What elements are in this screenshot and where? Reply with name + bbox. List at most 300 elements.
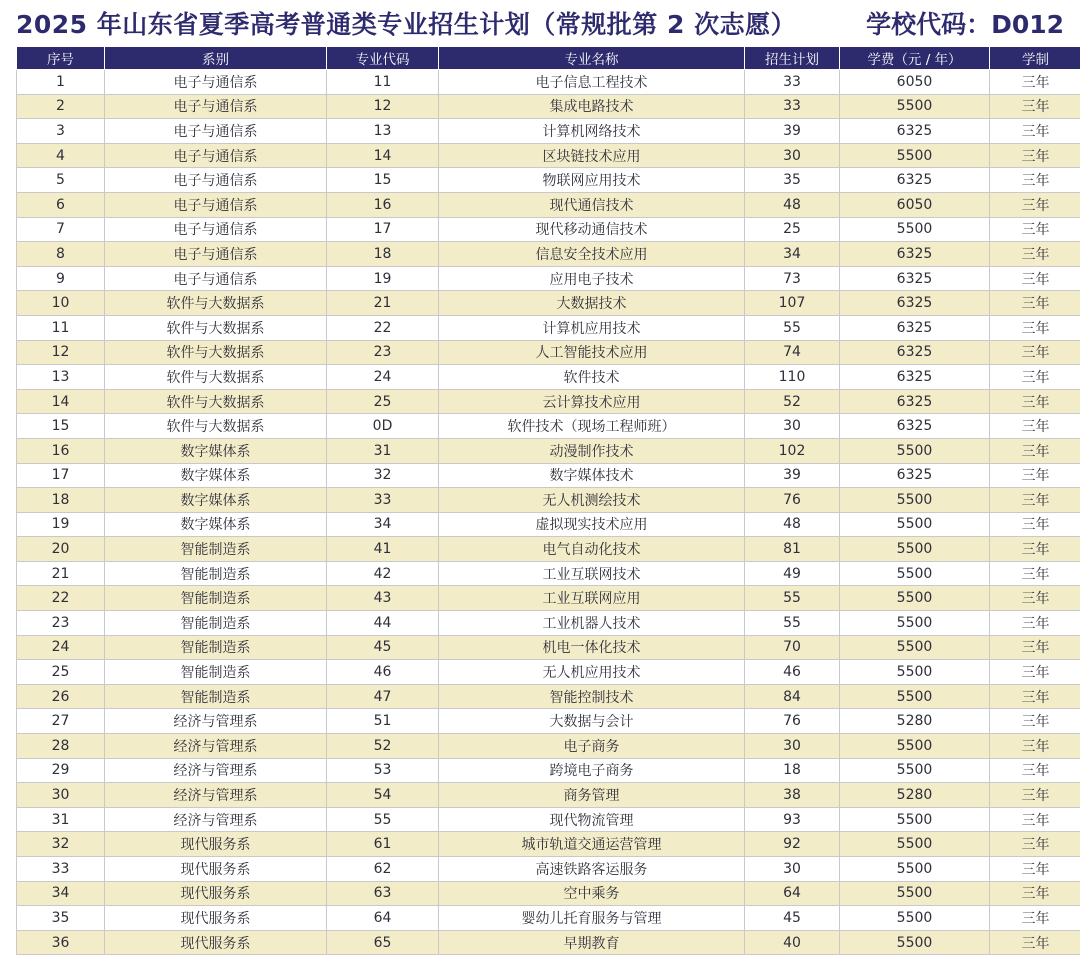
cell-no: 31 — [17, 807, 105, 832]
cell-duration: 三年 — [990, 143, 1080, 168]
cell-department: 软件与大数据系 — [105, 389, 327, 414]
table-row — [17, 192, 1080, 217]
cell-department: 现代服务系 — [105, 930, 327, 955]
cell-no: 20 — [17, 537, 105, 562]
cell-no: 25 — [17, 660, 105, 685]
cell-major-code: 51 — [327, 709, 439, 734]
cell-enrollment-plan: 38 — [745, 783, 840, 808]
cell-enrollment-plan: 102 — [745, 438, 840, 463]
cell-major-code: 65 — [327, 930, 439, 955]
table-header — [17, 47, 1080, 70]
cell-major-name: 电子商务 — [439, 734, 745, 759]
cell-enrollment-plan: 40 — [745, 930, 840, 955]
cell-major-name: 跨境电子商务 — [439, 758, 745, 783]
cell-major-name: 动漫制作技术 — [439, 438, 745, 463]
title-bar — [16, 0, 1064, 46]
cell-no: 30 — [17, 783, 105, 808]
cell-major-code: 25 — [327, 389, 439, 414]
cell-major-name: 现代物流管理 — [439, 807, 745, 832]
cell-major-code: 62 — [327, 857, 439, 882]
cell-tuition: 5500 — [840, 734, 990, 759]
cell-enrollment-plan: 74 — [745, 340, 840, 365]
cell-duration: 三年 — [990, 906, 1080, 931]
cell-duration: 三年 — [990, 94, 1080, 119]
cell-major-code: 13 — [327, 119, 439, 144]
cell-duration: 三年 — [990, 414, 1080, 439]
table-row — [17, 906, 1080, 931]
cell-duration: 三年 — [990, 537, 1080, 562]
cell-major-name: 数字媒体技术 — [439, 463, 745, 488]
cell-department: 智能制造系 — [105, 611, 327, 636]
cell-tuition: 6325 — [840, 463, 990, 488]
cell-major-name: 软件技术 — [439, 365, 745, 390]
cell-no: 12 — [17, 340, 105, 365]
cell-major-name: 应用电子技术 — [439, 266, 745, 291]
table-row — [17, 488, 1080, 513]
cell-major-code: 33 — [327, 488, 439, 513]
cell-no: 18 — [17, 488, 105, 513]
cell-enrollment-plan: 48 — [745, 192, 840, 217]
cell-no: 35 — [17, 906, 105, 931]
cell-major-name: 工业互联网应用 — [439, 586, 745, 611]
enrollment-plan-table — [16, 46, 1080, 955]
cell-no: 6 — [17, 192, 105, 217]
cell-major-name: 高速铁路客运服务 — [439, 857, 745, 882]
column-header-duration: 学制 — [990, 47, 1080, 70]
column-header-no: 序号 — [17, 47, 105, 70]
cell-tuition: 6325 — [840, 365, 990, 390]
cell-major-code: 0D — [327, 414, 439, 439]
cell-duration: 三年 — [990, 168, 1080, 193]
cell-major-code: 44 — [327, 611, 439, 636]
cell-department: 电子与通信系 — [105, 70, 327, 95]
cell-enrollment-plan: 30 — [745, 414, 840, 439]
cell-tuition: 5500 — [840, 758, 990, 783]
cell-enrollment-plan: 48 — [745, 512, 840, 537]
cell-enrollment-plan: 33 — [745, 70, 840, 95]
table-row — [17, 684, 1080, 709]
cell-major-name: 电气自动化技术 — [439, 537, 745, 562]
cell-enrollment-plan: 55 — [745, 315, 840, 340]
cell-tuition: 5500 — [840, 488, 990, 513]
cell-duration: 三年 — [990, 684, 1080, 709]
cell-department: 经济与管理系 — [105, 709, 327, 734]
cell-duration: 三年 — [990, 438, 1080, 463]
cell-department: 现代服务系 — [105, 857, 327, 882]
cell-no: 24 — [17, 635, 105, 660]
table-row — [17, 291, 1080, 316]
cell-duration: 三年 — [990, 340, 1080, 365]
table-row — [17, 807, 1080, 832]
cell-enrollment-plan: 81 — [745, 537, 840, 562]
cell-enrollment-plan: 52 — [745, 389, 840, 414]
table-row — [17, 119, 1080, 144]
cell-no: 16 — [17, 438, 105, 463]
cell-no: 19 — [17, 512, 105, 537]
cell-department: 现代服务系 — [105, 906, 327, 931]
table-row — [17, 758, 1080, 783]
cell-enrollment-plan: 93 — [745, 807, 840, 832]
cell-no: 10 — [17, 291, 105, 316]
cell-major-code: 43 — [327, 586, 439, 611]
table-row — [17, 561, 1080, 586]
page-title: 2025 年山东省夏季高考普通类专业招生计划（常规批第 2 次志愿） — [16, 10, 797, 39]
cell-tuition: 5500 — [840, 611, 990, 636]
cell-major-name: 集成电路技术 — [439, 94, 745, 119]
cell-tuition: 6325 — [840, 315, 990, 340]
table-row — [17, 365, 1080, 390]
cell-enrollment-plan: 110 — [745, 365, 840, 390]
cell-major-code: 47 — [327, 684, 439, 709]
cell-no: 1 — [17, 70, 105, 95]
cell-no: 22 — [17, 586, 105, 611]
cell-major-code: 45 — [327, 635, 439, 660]
cell-department: 智能制造系 — [105, 635, 327, 660]
cell-no: 9 — [17, 266, 105, 291]
table-row — [17, 930, 1080, 955]
cell-major-name: 信息安全技术应用 — [439, 242, 745, 267]
cell-enrollment-plan: 107 — [745, 291, 840, 316]
table-row — [17, 586, 1080, 611]
cell-duration: 三年 — [990, 291, 1080, 316]
cell-no: 29 — [17, 758, 105, 783]
cell-tuition: 5500 — [840, 586, 990, 611]
cell-tuition: 5500 — [840, 881, 990, 906]
table-row — [17, 70, 1080, 95]
table-row — [17, 463, 1080, 488]
cell-major-code: 23 — [327, 340, 439, 365]
cell-enrollment-plan: 34 — [745, 242, 840, 267]
cell-department: 经济与管理系 — [105, 734, 327, 759]
table-row — [17, 438, 1080, 463]
cell-major-name: 现代通信技术 — [439, 192, 745, 217]
cell-no: 11 — [17, 315, 105, 340]
table-row — [17, 217, 1080, 242]
cell-tuition: 6325 — [840, 291, 990, 316]
cell-major-code: 54 — [327, 783, 439, 808]
table-body — [17, 70, 1080, 955]
cell-major-code: 14 — [327, 143, 439, 168]
cell-duration: 三年 — [990, 783, 1080, 808]
cell-major-code: 63 — [327, 881, 439, 906]
cell-no: 14 — [17, 389, 105, 414]
cell-duration: 三年 — [990, 832, 1080, 857]
cell-department: 软件与大数据系 — [105, 414, 327, 439]
cell-major-name: 工业互联网技术 — [439, 561, 745, 586]
cell-department: 智能制造系 — [105, 537, 327, 562]
cell-no: 28 — [17, 734, 105, 759]
cell-no: 27 — [17, 709, 105, 734]
cell-duration: 三年 — [990, 315, 1080, 340]
table-row — [17, 832, 1080, 857]
cell-department: 现代服务系 — [105, 881, 327, 906]
cell-tuition: 6325 — [840, 340, 990, 365]
cell-enrollment-plan: 55 — [745, 611, 840, 636]
cell-no: 26 — [17, 684, 105, 709]
cell-tuition: 6325 — [840, 242, 990, 267]
cell-department: 现代服务系 — [105, 832, 327, 857]
table-row — [17, 242, 1080, 267]
cell-major-name: 机电一体化技术 — [439, 635, 745, 660]
cell-duration: 三年 — [990, 930, 1080, 955]
cell-duration: 三年 — [990, 857, 1080, 882]
cell-department: 数字媒体系 — [105, 438, 327, 463]
table-row — [17, 660, 1080, 685]
cell-enrollment-plan: 84 — [745, 684, 840, 709]
cell-department: 数字媒体系 — [105, 512, 327, 537]
cell-department: 软件与大数据系 — [105, 315, 327, 340]
cell-department: 经济与管理系 — [105, 758, 327, 783]
cell-duration: 三年 — [990, 192, 1080, 217]
cell-no: 32 — [17, 832, 105, 857]
cell-major-code: 64 — [327, 906, 439, 931]
cell-duration: 三年 — [990, 512, 1080, 537]
cell-tuition: 5280 — [840, 709, 990, 734]
cell-tuition: 5500 — [840, 94, 990, 119]
table-row — [17, 143, 1080, 168]
cell-duration: 三年 — [990, 488, 1080, 513]
cell-duration: 三年 — [990, 119, 1080, 144]
table-row — [17, 857, 1080, 882]
cell-major-code: 53 — [327, 758, 439, 783]
school-code: 学校代码：D012 — [866, 10, 1064, 39]
cell-department: 智能制造系 — [105, 586, 327, 611]
cell-tuition: 6325 — [840, 168, 990, 193]
column-header-major-code: 专业代码 — [327, 47, 439, 70]
cell-no: 15 — [17, 414, 105, 439]
cell-duration: 三年 — [990, 660, 1080, 685]
cell-major-name: 物联网应用技术 — [439, 168, 745, 193]
cell-major-name: 云计算技术应用 — [439, 389, 745, 414]
cell-duration: 三年 — [990, 635, 1080, 660]
header-row — [17, 47, 1080, 70]
cell-major-name: 区块链技术应用 — [439, 143, 745, 168]
cell-no: 2 — [17, 94, 105, 119]
column-header-tuition: 学费（元 / 年） — [840, 47, 990, 70]
cell-department: 电子与通信系 — [105, 217, 327, 242]
cell-major-code: 32 — [327, 463, 439, 488]
cell-enrollment-plan: 33 — [745, 94, 840, 119]
cell-duration: 三年 — [990, 611, 1080, 636]
cell-tuition: 5500 — [840, 857, 990, 882]
cell-major-name: 工业机器人技术 — [439, 611, 745, 636]
cell-tuition: 5500 — [840, 930, 990, 955]
cell-no: 13 — [17, 365, 105, 390]
cell-enrollment-plan: 45 — [745, 906, 840, 931]
cell-enrollment-plan: 39 — [745, 119, 840, 144]
cell-duration: 三年 — [990, 734, 1080, 759]
cell-tuition: 5500 — [840, 660, 990, 685]
column-header-department: 系别 — [105, 47, 327, 70]
cell-major-name: 计算机网络技术 — [439, 119, 745, 144]
table-row — [17, 881, 1080, 906]
cell-enrollment-plan: 25 — [745, 217, 840, 242]
cell-major-name: 大数据技术 — [439, 291, 745, 316]
table-row — [17, 168, 1080, 193]
cell-enrollment-plan: 73 — [745, 266, 840, 291]
cell-department: 电子与通信系 — [105, 266, 327, 291]
cell-tuition: 5500 — [840, 512, 990, 537]
cell-major-code: 46 — [327, 660, 439, 685]
cell-major-code: 19 — [327, 266, 439, 291]
cell-department: 软件与大数据系 — [105, 340, 327, 365]
cell-tuition: 6050 — [840, 192, 990, 217]
cell-enrollment-plan: 30 — [745, 143, 840, 168]
cell-major-code: 34 — [327, 512, 439, 537]
cell-no: 3 — [17, 119, 105, 144]
cell-department: 电子与通信系 — [105, 168, 327, 193]
cell-duration: 三年 — [990, 758, 1080, 783]
cell-tuition: 5280 — [840, 783, 990, 808]
cell-major-name: 无人机应用技术 — [439, 660, 745, 685]
cell-department: 智能制造系 — [105, 684, 327, 709]
cell-duration: 三年 — [990, 807, 1080, 832]
cell-enrollment-plan: 76 — [745, 709, 840, 734]
cell-department: 软件与大数据系 — [105, 365, 327, 390]
cell-no: 33 — [17, 857, 105, 882]
cell-tuition: 5500 — [840, 807, 990, 832]
cell-enrollment-plan: 92 — [745, 832, 840, 857]
cell-major-name: 大数据与会计 — [439, 709, 745, 734]
cell-major-name: 软件技术（现场工程师班） — [439, 414, 745, 439]
cell-no: 21 — [17, 561, 105, 586]
cell-no: 23 — [17, 611, 105, 636]
cell-enrollment-plan: 70 — [745, 635, 840, 660]
cell-enrollment-plan: 64 — [745, 881, 840, 906]
cell-enrollment-plan: 30 — [745, 857, 840, 882]
cell-major-name: 电子信息工程技术 — [439, 70, 745, 95]
table-row — [17, 783, 1080, 808]
cell-major-code: 42 — [327, 561, 439, 586]
cell-enrollment-plan: 35 — [745, 168, 840, 193]
cell-enrollment-plan: 49 — [745, 561, 840, 586]
cell-enrollment-plan: 55 — [745, 586, 840, 611]
cell-tuition: 5500 — [840, 906, 990, 931]
cell-duration: 三年 — [990, 365, 1080, 390]
cell-major-code: 22 — [327, 315, 439, 340]
cell-no: 36 — [17, 930, 105, 955]
cell-tuition: 5500 — [840, 561, 990, 586]
cell-duration: 三年 — [990, 389, 1080, 414]
cell-duration: 三年 — [990, 561, 1080, 586]
cell-major-name: 空中乘务 — [439, 881, 745, 906]
cell-no: 4 — [17, 143, 105, 168]
cell-major-name: 婴幼儿托育服务与管理 — [439, 906, 745, 931]
cell-department: 数字媒体系 — [105, 488, 327, 513]
cell-major-code: 18 — [327, 242, 439, 267]
cell-enrollment-plan: 46 — [745, 660, 840, 685]
table-row — [17, 537, 1080, 562]
cell-major-code: 11 — [327, 70, 439, 95]
cell-duration: 三年 — [990, 463, 1080, 488]
cell-duration: 三年 — [990, 881, 1080, 906]
cell-major-code: 41 — [327, 537, 439, 562]
cell-no: 7 — [17, 217, 105, 242]
table-row — [17, 512, 1080, 537]
cell-major-name: 人工智能技术应用 — [439, 340, 745, 365]
cell-major-code: 16 — [327, 192, 439, 217]
cell-department: 软件与大数据系 — [105, 291, 327, 316]
table-row — [17, 94, 1080, 119]
cell-duration: 三年 — [990, 709, 1080, 734]
cell-major-name: 无人机测绘技术 — [439, 488, 745, 513]
cell-department: 智能制造系 — [105, 561, 327, 586]
cell-tuition: 6325 — [840, 119, 990, 144]
cell-enrollment-plan: 76 — [745, 488, 840, 513]
cell-major-name: 商务管理 — [439, 783, 745, 808]
cell-enrollment-plan: 39 — [745, 463, 840, 488]
cell-duration: 三年 — [990, 217, 1080, 242]
cell-major-name: 城市轨道交通运营管理 — [439, 832, 745, 857]
cell-no: 5 — [17, 168, 105, 193]
cell-department: 电子与通信系 — [105, 94, 327, 119]
cell-major-code: 52 — [327, 734, 439, 759]
table-row — [17, 709, 1080, 734]
cell-major-code: 31 — [327, 438, 439, 463]
cell-no: 17 — [17, 463, 105, 488]
cell-major-name: 现代移动通信技术 — [439, 217, 745, 242]
cell-major-name: 计算机应用技术 — [439, 315, 745, 340]
cell-duration: 三年 — [990, 70, 1080, 95]
cell-department: 经济与管理系 — [105, 783, 327, 808]
cell-enrollment-plan: 30 — [745, 734, 840, 759]
cell-duration: 三年 — [990, 266, 1080, 291]
table-row — [17, 635, 1080, 660]
cell-department: 电子与通信系 — [105, 192, 327, 217]
cell-major-code: 12 — [327, 94, 439, 119]
cell-tuition: 6325 — [840, 389, 990, 414]
cell-tuition: 5500 — [840, 684, 990, 709]
cell-tuition: 5500 — [840, 537, 990, 562]
table-row — [17, 266, 1080, 291]
cell-tuition: 5500 — [840, 143, 990, 168]
table-row — [17, 611, 1080, 636]
cell-tuition: 6050 — [840, 70, 990, 95]
column-header-major-name: 专业名称 — [439, 47, 745, 70]
column-header-enrollment-plan: 招生计划 — [745, 47, 840, 70]
cell-major-code: 24 — [327, 365, 439, 390]
cell-department: 电子与通信系 — [105, 242, 327, 267]
cell-major-code: 17 — [327, 217, 439, 242]
table-row — [17, 734, 1080, 759]
cell-tuition: 5500 — [840, 832, 990, 857]
table-row — [17, 389, 1080, 414]
cell-tuition: 5500 — [840, 438, 990, 463]
cell-enrollment-plan: 18 — [745, 758, 840, 783]
cell-duration: 三年 — [990, 586, 1080, 611]
cell-major-code: 61 — [327, 832, 439, 857]
cell-department: 经济与管理系 — [105, 807, 327, 832]
cell-major-name: 智能控制技术 — [439, 684, 745, 709]
cell-tuition: 5500 — [840, 635, 990, 660]
cell-department: 数字媒体系 — [105, 463, 327, 488]
cell-major-name: 虚拟现实技术应用 — [439, 512, 745, 537]
cell-no: 34 — [17, 881, 105, 906]
cell-department: 电子与通信系 — [105, 119, 327, 144]
cell-duration: 三年 — [990, 242, 1080, 267]
cell-major-code: 15 — [327, 168, 439, 193]
cell-major-name: 早期教育 — [439, 930, 745, 955]
table-row — [17, 340, 1080, 365]
table-row — [17, 414, 1080, 439]
cell-tuition: 6325 — [840, 414, 990, 439]
cell-no: 8 — [17, 242, 105, 267]
cell-major-code: 21 — [327, 291, 439, 316]
cell-tuition: 5500 — [840, 217, 990, 242]
table-row — [17, 315, 1080, 340]
cell-tuition: 6325 — [840, 266, 990, 291]
cell-department: 智能制造系 — [105, 660, 327, 685]
